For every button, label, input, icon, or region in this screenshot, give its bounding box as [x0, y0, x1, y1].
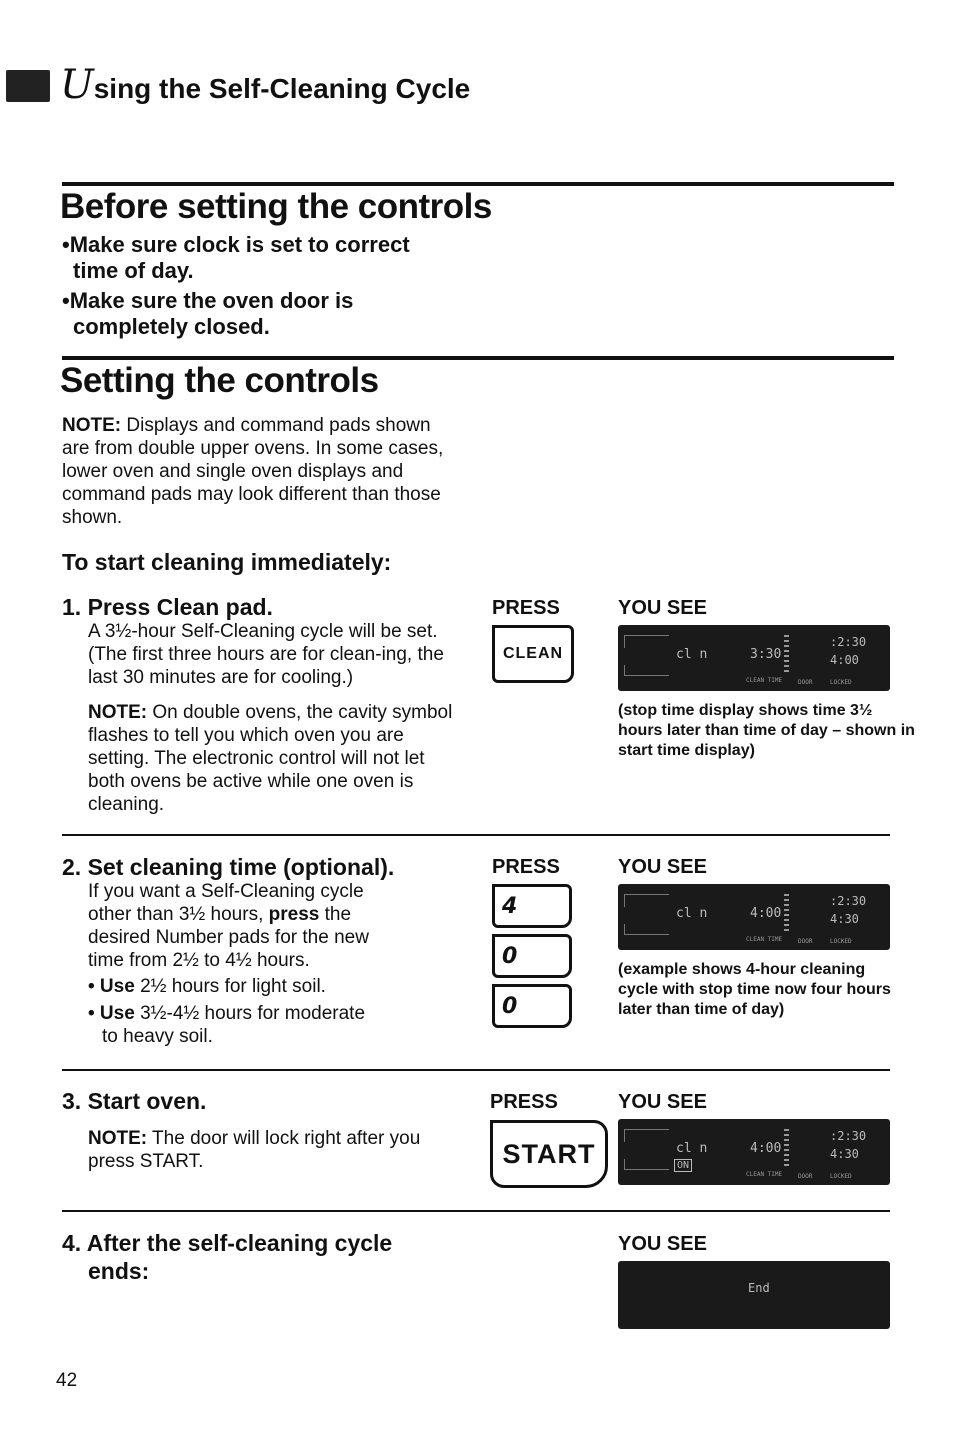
step4-heading: [62, 1229, 392, 1285]
step1-display: [618, 625, 890, 691]
note-label: NOTE:: [62, 415, 122, 436]
b2-bold: • Use: [88, 1003, 135, 1024]
display-stop-time: 4:30: [830, 1147, 859, 1161]
step-divider: [62, 1210, 890, 1212]
display-locked-label: LOCKED: [830, 938, 852, 945]
upper-oven-icon: [624, 894, 669, 907]
display-end-text: End: [748, 1281, 770, 1295]
step2-text: [88, 880, 398, 972]
step1-caption: (stop time display shows time 3½ hours later than time of day – shown in start time display): [618, 702, 915, 759]
note-text: Displays and command pads shown are from double upper ovens. In some cases, lower oven and single oven displays and command pads may look different than those shown.: [62, 415, 444, 528]
step1-note: [88, 701, 462, 816]
bullet-door: [62, 288, 482, 340]
bar-indicator-icon: [784, 894, 789, 932]
bar-indicator-icon: [784, 635, 789, 673]
display-door-label: DOOR: [798, 938, 813, 945]
display-on-indicator: ON: [674, 1159, 692, 1172]
step3-heading: 3. Start oven.: [62, 1088, 207, 1114]
step-divider: [62, 834, 890, 836]
display-locked-label: LOCKED: [830, 679, 852, 686]
step2-press-label: PRESS: [492, 856, 560, 878]
step3-press-label: PRESS: [490, 1091, 558, 1113]
step4-display: [618, 1261, 890, 1329]
start-immediately-heading: To start cleaning immediately:: [62, 549, 392, 575]
lower-oven-icon: [624, 1159, 669, 1170]
step2-caption: (example shows 4-hour cleaning cycle with stop time now four hours later than time of day): [618, 961, 891, 1018]
section-logo-icon: [6, 70, 50, 102]
step1-note-label: NOTE:: [88, 702, 148, 723]
setting-heading: Setting the controls: [60, 361, 379, 400]
step2-display: [618, 884, 890, 950]
title-rest: sing the Self-Cleaning Cycle: [93, 73, 471, 104]
section-divider: [62, 356, 894, 360]
step-divider: [62, 1069, 890, 1071]
step2-heading: 2. Set cleaning time (optional).: [62, 854, 395, 880]
page-title: [60, 62, 470, 108]
display-clean-time-label: CLEAN TIME: [746, 677, 783, 684]
number-4-pad-button[interactable]: 4: [492, 884, 572, 928]
step1-press-label: PRESS: [492, 597, 560, 619]
section-divider: [62, 182, 894, 186]
page-number: 42: [56, 1370, 78, 1391]
upper-oven-icon: [624, 1129, 669, 1142]
bullet-clock-line2: time of day.: [73, 258, 194, 283]
display-clean-time-label: CLEAN TIME: [746, 1171, 783, 1178]
bullet-clock: [62, 232, 482, 284]
bullet-door-line1: •Make sure the oven door is: [62, 288, 354, 313]
display-clean-text: cl n: [676, 1141, 708, 1156]
step2-you-see-label: YOU SEE: [618, 856, 707, 878]
lower-oven-icon: [624, 924, 669, 935]
clean-pad-button[interactable]: CLEAN: [492, 625, 574, 683]
step3-note-label: NOTE:: [88, 1128, 148, 1149]
step4-heading-line2: ends:: [88, 1258, 150, 1284]
lower-oven-icon: [624, 665, 669, 676]
step3-display: [618, 1119, 890, 1185]
upper-oven-icon: [624, 635, 669, 648]
b2-text2: to heavy soil.: [102, 1026, 213, 1047]
display-clean-text: cl n: [676, 647, 708, 662]
step2-bullet-moderate: [88, 1002, 408, 1048]
display-start-time: :2:30: [830, 635, 867, 649]
number-0-pad-button[interactable]: 0: [492, 934, 572, 978]
bullet-clock-line1: •Make sure clock is set to correct: [62, 232, 410, 257]
step2-text-bold: press: [268, 904, 320, 925]
number-0-pad-button[interactable]: 0: [492, 984, 572, 1028]
b2-text: 3½-4½ hours for moderate: [134, 1003, 366, 1024]
before-heading: Before setting the controls: [60, 187, 492, 226]
step1-you-see-label: YOU SEE: [618, 597, 707, 619]
step2-text-a: If you want a Self-Cleaning cycle other than 3½ hours,: [88, 881, 364, 925]
step2-bullet-light: [88, 975, 326, 998]
step1-heading: 1. Press Clean pad.: [62, 594, 273, 620]
display-door-label: DOOR: [798, 1173, 813, 1180]
step4-heading-line1: 4. After the self-cleaning cycle: [62, 1230, 393, 1256]
b1-bold: • Use: [88, 976, 135, 997]
step3-note-text: The door will lock right after you press START.: [88, 1128, 421, 1172]
step3-note: [88, 1127, 448, 1173]
display-start-time: :2:30: [830, 1129, 867, 1143]
start-pad-button[interactable]: START: [490, 1120, 608, 1188]
display-clean-time-label: CLEAN TIME: [746, 936, 783, 943]
display-clean-time: 4:00: [750, 1141, 782, 1156]
step1-note-text: On double ovens, the cavity symbol flashes to tell you which oven you are setting. The electronic control will not let both ovens be active while one oven is cleaning.: [88, 702, 453, 815]
display-clean-time: 4:00: [750, 906, 782, 921]
display-start-time: :2:30: [830, 894, 867, 908]
step3-you-see-label: YOU SEE: [618, 1091, 707, 1113]
step4-you-see-label: YOU SEE: [618, 1233, 707, 1255]
display-clean-time: 3:30: [750, 647, 782, 662]
setting-note: [62, 414, 462, 529]
step1-text: A 3½-hour Self-Cleaning cycle will be set. (The first three hours are for clean-ing, the last 30 minutes are for cooling.): [88, 621, 444, 688]
display-door-label: DOOR: [798, 679, 813, 686]
bar-indicator-icon: [784, 1129, 789, 1167]
display-clean-text: cl n: [676, 906, 708, 921]
step2-text-b: the desired Number pads for the new time from 2½ to 4½ hours.: [88, 904, 369, 971]
title-initial: U: [60, 62, 94, 108]
b1-text: 2½ hours for light soil.: [134, 976, 326, 997]
bullet-door-line2: completely closed.: [73, 314, 270, 339]
display-locked-label: LOCKED: [830, 1173, 852, 1180]
display-stop-time: 4:30: [830, 912, 859, 926]
display-stop-time: 4:00: [830, 653, 859, 667]
